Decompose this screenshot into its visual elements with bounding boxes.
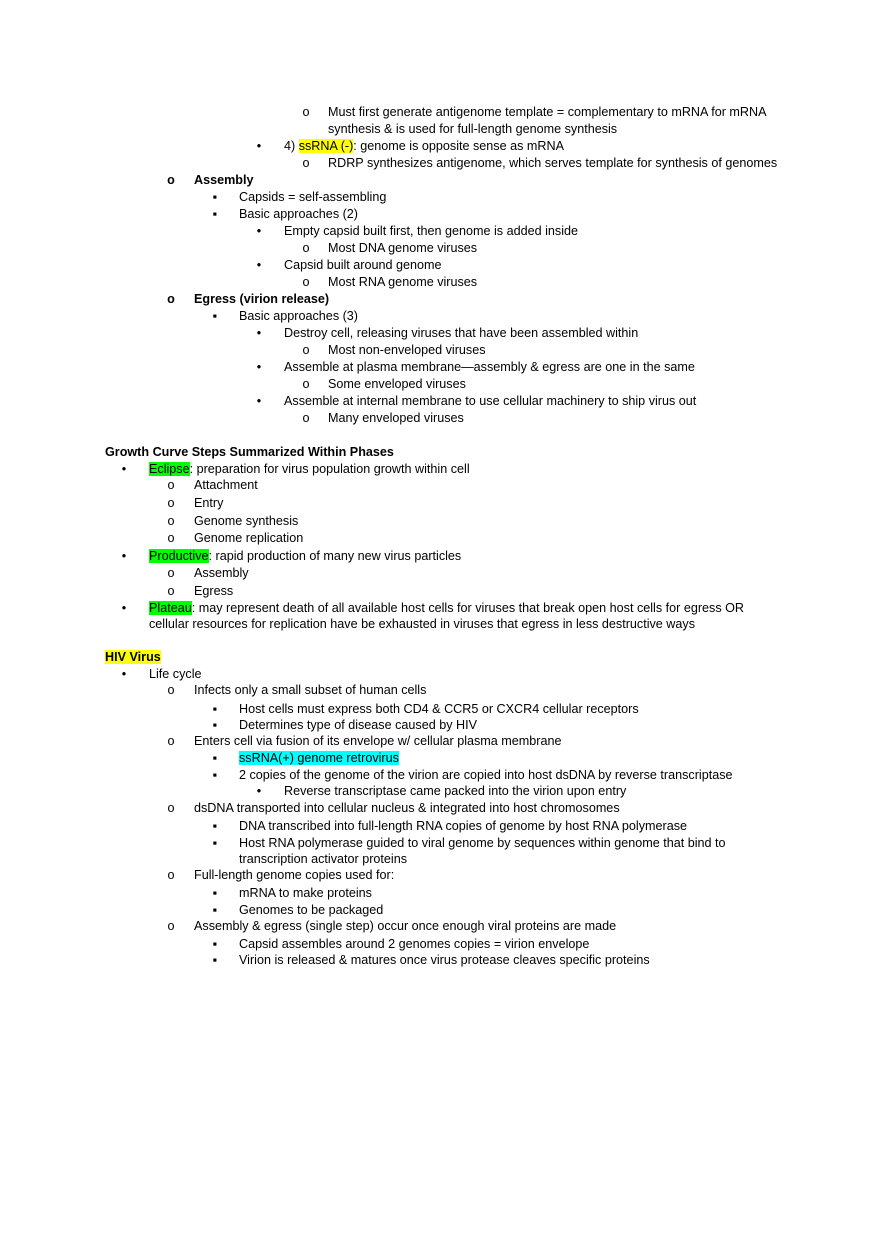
list-bullet: o [302,241,310,255]
text-line: 2 copies of the genome of the virion are copied into host dsDNA by reverse transcriptase [239,768,733,782]
text-segment: : genome is opposite sense as mRNA [353,139,564,153]
list-bullet: • [121,462,127,476]
list-bullet: ▪ [212,309,218,323]
highlighted-text: Productive [149,549,209,563]
list-bullet: o [302,343,310,357]
list-bullet: ▪ [212,886,218,900]
text-segment: : rapid production of many new virus particles [208,549,462,563]
list-bullet: o [302,377,310,391]
text-line: Many enveloped viruses [328,411,464,425]
text-line: Host cells must express both CD4 & CCR5 or CXCR4 cellular receptors [239,702,639,716]
list-bullet: o [302,105,310,119]
text-line: Capsids = self-assembling [239,190,387,204]
list-bullet: o [167,496,175,510]
text-segment: : preparation for virus population growth within cell [189,462,470,476]
text-line: Assembly [194,173,254,187]
list-bullet: o [302,411,310,425]
list-bullet: • [121,667,127,681]
text-segment: 4) [284,139,299,153]
text-line [149,600,744,616]
list-bullet: o [167,514,175,528]
text-line: Most RNA genome viruses [328,275,478,289]
text-line: Determines type of disease caused by HIV [239,718,478,732]
text-line: Full-length genome copies used for: [194,868,395,882]
highlighted-text: HIV Virus [105,650,161,664]
list-bullet: • [256,326,262,340]
text-line: dsDNA transported into cellular nucleus & integrated into host chromosomes [194,801,620,815]
list-bullet: o [167,478,175,492]
highlighted-text: ssRNA(+) genome retrovirus [239,751,399,765]
text-line: Reverse transcriptase came packed into the virion upon entry [284,784,627,798]
text-line: Egress (virion release) [194,292,330,306]
text-line: Assemble at plasma membrane—assembly & egress are one in the same [284,360,695,374]
text-line: Capsid built around genome [284,258,442,272]
text-line: Basic approaches (2) [239,207,359,221]
list-bullet: ▪ [212,702,218,716]
list-bullet: ▪ [212,751,218,765]
text-line [105,649,161,665]
text-line: mRNA to make proteins [239,886,372,900]
list-bullet: • [256,784,262,798]
list-bullet: ▪ [212,953,218,967]
list-bullet: o [302,156,310,170]
list-bullet: ▪ [212,768,218,782]
text-line: cellular resources for replication have be exhausted in viruses that egress in less destructive ways [149,617,695,631]
text-line: Destroy cell, releasing viruses that have been assembled within [284,326,639,340]
list-bullet: o [167,734,175,748]
text-line: Must first generate antigenome template = complementary to mRNA for mRNA [328,105,767,119]
list-bullet: o [167,919,175,933]
text-line: synthesis & is used for full-length genome synthesis [328,122,618,136]
text-line: Genomes to be packaged [239,903,384,917]
text-line: Host RNA polymerase guided to viral genome by sequences within genome that bind to [239,836,726,850]
text-line [239,750,399,766]
list-bullet: • [121,549,127,563]
list-bullet: ▪ [212,903,218,917]
list-bullet: o [167,584,175,598]
list-bullet: o [167,531,175,545]
list-bullet: • [256,258,262,272]
highlighted-text: Eclipse [149,462,190,476]
text-line: Genome synthesis [194,514,299,528]
text-line: Life cycle [149,667,202,681]
text-line: DNA transcribed into full-length RNA copies of genome by host RNA polymerase [239,819,687,833]
text-line: Empty capsid built first, then genome is added inside [284,224,579,238]
list-bullet: o [167,683,175,697]
list-bullet: o [167,173,175,187]
text-line: Most non-enveloped viruses [328,343,486,357]
list-bullet: o [167,801,175,815]
list-bullet: • [256,224,262,238]
text-line: Infects only a small subset of human cells [194,683,427,697]
text-line: Egress [194,584,234,598]
text-line: Attachment [194,478,258,492]
text-line: Virion is released & matures once virus protease cleaves specific proteins [239,953,650,967]
text-line: Most DNA genome viruses [328,241,478,255]
text-segment: : may represent death of all available host cells for viruses that break open host cells for egress OR [191,601,745,615]
list-bullet: • [256,360,262,374]
text-line: Basic approaches (3) [239,309,359,323]
text-line: Genome replication [194,531,304,545]
text-line: RDRP synthesizes antigenome, which serves template for synthesis of genomes [328,156,778,170]
text-line: Growth Curve Steps Summarized Within Phases [105,445,394,459]
text-line: Assemble at internal membrane to use cellular machinery to ship virus out [284,394,697,408]
list-bullet: ▪ [212,718,218,732]
list-bullet: ▪ [212,937,218,951]
list-bullet: o [167,566,175,580]
text-line: Entry [194,496,224,510]
list-bullet: • [256,139,262,153]
list-bullet: ▪ [212,190,218,204]
text-line [284,138,564,154]
text-line: Assembly [194,566,249,580]
text-line: Enters cell via fusion of its envelope w/ cellular plasma membrane [194,734,562,748]
text-line [149,548,461,564]
highlighted-text: ssRNA (-) [298,139,354,153]
list-bullet: o [167,292,175,306]
text-line: Capsid assembles around 2 genomes copies = virion envelope [239,937,590,951]
highlighted-text: Plateau [149,601,192,615]
list-bullet: ▪ [212,207,218,221]
text-line [149,461,470,477]
list-bullet: ▪ [212,836,218,850]
list-bullet: o [167,868,175,882]
list-bullet: • [121,601,127,615]
list-bullet: o [302,275,310,289]
list-bullet: ▪ [212,819,218,833]
text-line: Some enveloped viruses [328,377,466,391]
text-line: Assembly & egress (single step) occur once enough viral proteins are made [194,919,617,933]
list-bullet: • [256,394,262,408]
text-line: transcription activator proteins [239,852,407,866]
